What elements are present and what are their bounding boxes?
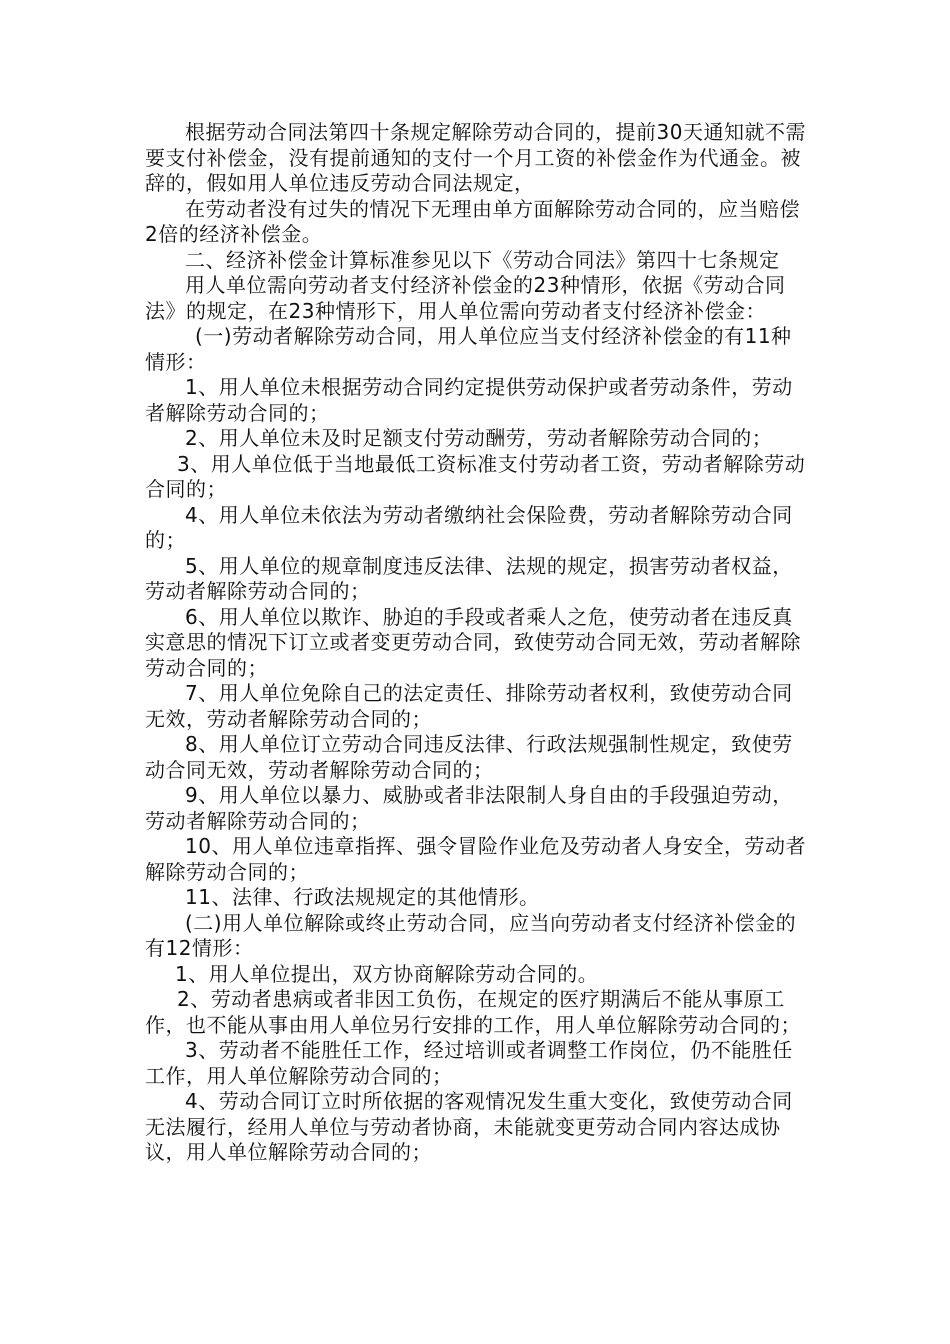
list-item: 3、劳动者不能胜任工作，经过培训或者调整工作岗位，仍不能胜任工作，用人单位解除劳动合同的； [145,1038,793,1088]
section-heading-two: 二、经济补偿金计算标准参见以下《劳动合同法》第四十七条规定 [185,247,780,272]
list-item: 2、用人单位未及时足额支付劳动酬劳，劳动者解除劳动合同的； [185,426,773,450]
subheading-employee-termination: (一)劳动者解除劳动合同，用人单位应当支付经济补偿金的有11种情形： [145,324,792,374]
paragraph-23-situations: 用人单位需向劳动者支付经济补偿金的23种情形，依据《劳动合同法》的规定，在23种情形下，用人单位需向劳动者支付经济补偿金： [145,273,786,323]
list-item: 6、用人单位以欺诈、胁迫的手段或者乘人之危，使劳动者在违反真实意思的情况下订立或者变更劳动合同，致使劳动合同无效，劳动者解除劳动合同的； [145,604,801,680]
list-item: 1、用人单位未根据劳动合同约定提供劳动保护或者劳动条件，劳动者解除劳动合同的； [145,375,793,425]
list-item: 1、用人单位提出，双方协商解除劳动合同的。 [175,961,599,986]
list-item: 4、用人单位未依法为劳动者缴纳社会保险费，劳动者解除劳动合同的； [145,502,793,552]
paragraph-double-compensation: 在劳动者没有过失的情况下无理由单方面解除劳动合同的，应当赔偿2倍的经济补偿金。 [145,196,800,246]
document-body [145,120,810,1166]
list-item: 4、劳动合同订立时所依据的客观情况发生重大变化，致使劳动合同无法履行，经用人单位与劳动者协商，未能就变更劳动合同内容达成协议，用人单位解除劳动合同的； [145,1089,793,1164]
list-item: 10、用人单位违章指挥、强令冒险作业危及劳动者人身安全，劳动者解除劳动合同的； [145,834,806,884]
list-item: 9、用人单位以暴力、威胁或者非法限制人身自由的手段强迫劳动，劳动者解除劳动合同的； [145,783,793,833]
list-item: 3、用人单位低于当地最低工资标准支付劳动者工资，劳动者解除劳动合同的； [145,451,806,501]
list-item: 5、用人单位的规章制度违反法律、法规的规定，损害劳动者权益，劳动者解除劳动合同的； [145,553,793,603]
list-item: 7、用人单位免除自己的法定责任、排除劳动者权利，致使劳动合同无效，劳动者解除劳动合同的； [145,681,793,731]
list-item: 11、法律、行政法规规定的其他情形。 [185,885,540,909]
paragraph-notice-period: 根据劳动合同法第四十条规定解除劳动合同的，提前30天通知就不需要支付补偿金，没有提前通知的支付一个月工资的补偿金作为代通金。被辞的，假如用人单位违反劳动合同法规定， [145,120,806,195]
list-item: 2、劳动者患病或者非因工负伤，在规定的医疗期满后不能从事原工作，也不能从事由用人单位另行安排的工作，用人单位解除劳动合同的； [145,987,801,1037]
list-item: 8、用人单位订立劳动合同违反法律、行政法规强制性规定，致使劳动合同无效，劳动者解除劳动合同的； [145,732,793,782]
subheading-employer-termination: (二)用人单位解除或终止劳动合同，应当向劳动者支付经济补偿金的有12情形： [145,910,797,960]
